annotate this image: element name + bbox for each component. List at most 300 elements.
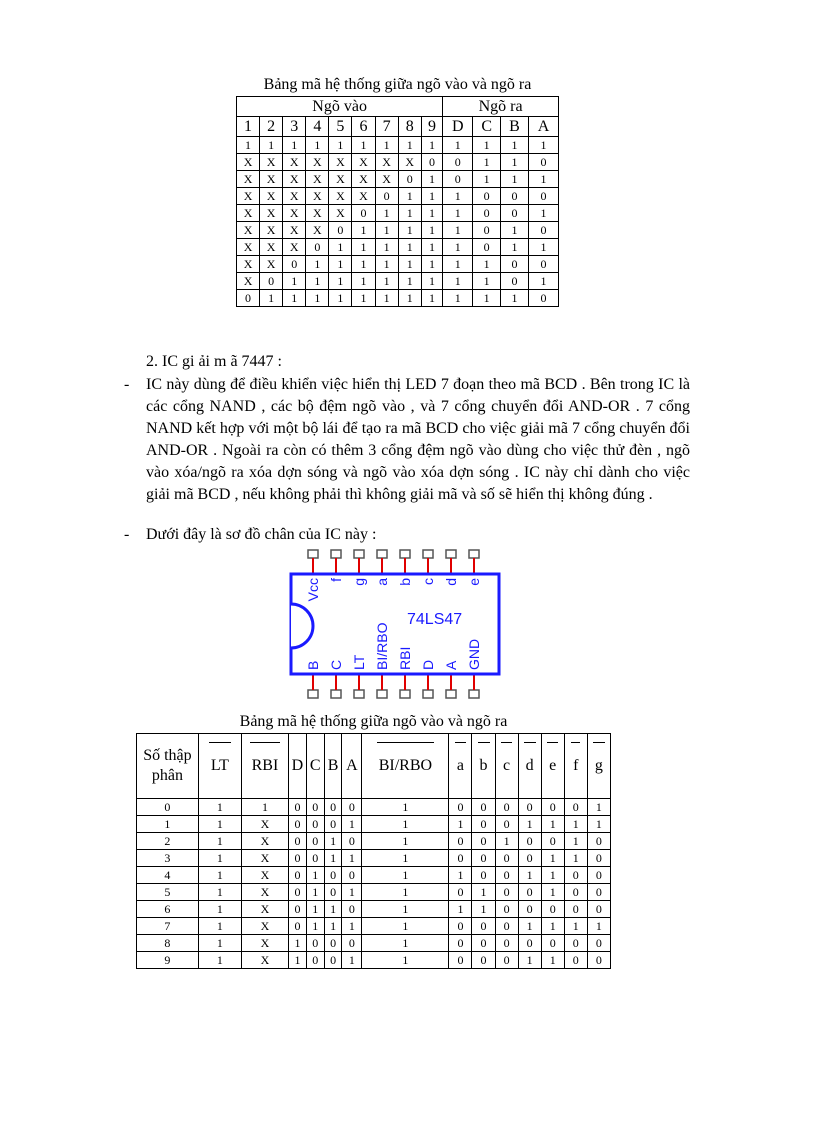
table-cell: X: [306, 222, 329, 239]
table-cell: 1: [443, 188, 473, 205]
table-cell: 1: [518, 867, 541, 884]
paragraph-ic-description: IC này dùng để điều khiển việc hiển thị LED 7 đoạn theo mã BCD . Bên trong IC là các cổng NAND , các bộ đệm ngõ vào , và 7 cổng chuyển đổi AND-OR . 7 cổng NAND kết hợp với một bộ lái để tạo ra mã BCD cho việc giải mã 7 cổng chuyển đổi AND-OR . Ngoài ra còn có thêm 3 cổng đệm ngõ vào dùng cho việc thử đèn , ngõ vào xóa/ngõ ra xóa dợn sóng và ngõ vào xóa dợn sóng . IC này chỉ dành cho việc giải mã BCD , nếu không phải thì không giải mã và số sẽ hiển thị không đúng .: [146, 376, 690, 503]
table-cell: X: [241, 901, 288, 918]
table-cell: 0: [495, 816, 518, 833]
table-cell: X: [237, 205, 260, 222]
table-cell: 0: [564, 952, 587, 969]
table-cell: 0: [324, 816, 342, 833]
column-header: 9: [421, 117, 442, 137]
table-cell: X: [241, 952, 288, 969]
table-cell: 0: [342, 901, 362, 918]
table-cell: X: [306, 188, 329, 205]
column-header: LT: [198, 734, 241, 799]
table-cell: 0: [528, 256, 558, 273]
column-header: 7: [375, 117, 398, 137]
column-header: C: [473, 117, 501, 137]
table-cell: 0: [564, 884, 587, 901]
column-header: C: [306, 734, 324, 799]
table-cell: 1: [352, 256, 375, 273]
table-cell: 0: [289, 833, 307, 850]
table-row: [137, 833, 611, 850]
table-cell: 0: [342, 799, 362, 816]
pin-label-c: C: [328, 659, 344, 670]
table-row: [137, 816, 611, 833]
table-cell: 1: [342, 816, 362, 833]
table-cell: 0: [324, 952, 342, 969]
table-cell: X: [283, 205, 306, 222]
table-cell: 1: [541, 850, 564, 867]
table-cell: 1: [528, 273, 558, 290]
pin-pad: [308, 690, 318, 698]
table-cell: 0: [472, 952, 495, 969]
table-cell: 0: [495, 952, 518, 969]
table-cell: 1: [501, 137, 529, 154]
table-cell: 0: [473, 222, 501, 239]
table-row: [137, 952, 611, 969]
table-cell: 1: [528, 137, 558, 154]
column-header: 1: [237, 117, 260, 137]
table-cell: 1: [329, 239, 352, 256]
table-cell: 1: [289, 935, 307, 952]
table-cell: 1: [443, 239, 473, 256]
table-cell: 1: [375, 256, 398, 273]
table-cell: X: [237, 239, 260, 256]
table-row: [237, 239, 559, 256]
table-cell: 1: [518, 816, 541, 833]
table-cell: 1: [260, 137, 283, 154]
column-header: d: [518, 734, 541, 799]
table-cell: 0: [518, 935, 541, 952]
table-cell: 0: [306, 239, 329, 256]
table-cell: 1: [398, 188, 421, 205]
pin-label-rbi: RBI: [397, 646, 413, 670]
table-cell: 1: [375, 239, 398, 256]
table-cell: 1: [362, 935, 449, 952]
column-header: 3: [283, 117, 306, 137]
table-cell: 0: [587, 884, 610, 901]
table-cell: X: [260, 154, 283, 171]
table-cell: 1: [375, 137, 398, 154]
table-cell: 2: [137, 833, 199, 850]
table-cell: 1: [362, 850, 449, 867]
table-cell: 1: [198, 816, 241, 833]
table-cell: 0: [342, 867, 362, 884]
table-cell: 1: [375, 205, 398, 222]
table1-caption: Bảng mã hệ thống giữa ngõ vào và ngõ ra: [263, 76, 532, 93]
table-cell: 1: [329, 137, 352, 154]
table-cell: 1: [198, 952, 241, 969]
table-cell: 1: [421, 171, 442, 188]
table-row: [137, 799, 611, 816]
column-header: f: [564, 734, 587, 799]
pin-label-a: a: [374, 578, 390, 586]
column-header: BI/RBO: [362, 734, 449, 799]
table-cell: X: [398, 154, 421, 171]
ic-74ls47-pin-diagram: [285, 548, 505, 700]
table-cell: 1: [324, 918, 342, 935]
column-header: A: [528, 117, 558, 137]
table-cell: 1: [564, 850, 587, 867]
table-cell: 0: [324, 799, 342, 816]
table-cell: X: [241, 816, 288, 833]
table-cell: 0: [421, 154, 442, 171]
table-row: [137, 884, 611, 901]
table-row: [137, 850, 611, 867]
table-cell: 1: [398, 290, 421, 307]
group-header-outputs: Ngõ ra: [443, 97, 559, 117]
table-cell: 1: [398, 273, 421, 290]
table-cell: 1: [289, 952, 307, 969]
table-cell: 0: [237, 290, 260, 307]
table-cell: 1: [398, 222, 421, 239]
table-cell: 0: [449, 850, 472, 867]
table-cell: 0: [449, 918, 472, 935]
table-cell: 1: [198, 901, 241, 918]
column-header: e: [541, 734, 564, 799]
table-row: [237, 188, 559, 205]
table-cell: 0: [342, 833, 362, 850]
column-header: 8: [398, 117, 421, 137]
table-cell: 1: [501, 154, 529, 171]
table-cell: 1: [352, 222, 375, 239]
table-cell: 0: [449, 799, 472, 816]
pin-label-gnd: GND: [466, 638, 482, 670]
table-cell: 0: [306, 833, 324, 850]
table-cell: 0: [443, 171, 473, 188]
table-cell: 0: [398, 171, 421, 188]
table-cell: 0: [329, 222, 352, 239]
bullet-dash: -: [124, 376, 130, 393]
table-cell: 1: [324, 901, 342, 918]
table-cell: 1: [473, 273, 501, 290]
table-cell: 0: [283, 256, 306, 273]
table-cell: 1: [541, 867, 564, 884]
table-cell: 0: [501, 256, 529, 273]
table-cell: 0: [564, 901, 587, 918]
column-header: c: [495, 734, 518, 799]
table-row: [237, 256, 559, 273]
table-cell: X: [241, 867, 288, 884]
table-cell: X: [260, 188, 283, 205]
table-cell: 0: [518, 884, 541, 901]
table-cell: X: [260, 239, 283, 256]
table-cell: 1: [260, 290, 283, 307]
table-cell: 1: [306, 137, 329, 154]
table-cell: X: [241, 884, 288, 901]
pin-label-a: A: [443, 660, 459, 670]
table-cell: 0: [501, 188, 529, 205]
pin-pad: [308, 550, 318, 558]
pin-label-b: B: [305, 660, 321, 670]
pin-pad: [469, 690, 479, 698]
column-header: Số thập phân: [137, 734, 199, 799]
table-cell: 0: [324, 935, 342, 952]
table-cell: X: [306, 205, 329, 222]
table-cell: 1: [306, 273, 329, 290]
table-row: [237, 137, 559, 154]
table-cell: 1: [342, 850, 362, 867]
table-cell: 1: [283, 137, 306, 154]
table-cell: 1: [342, 952, 362, 969]
table-cell: 0: [518, 850, 541, 867]
table-cell: 1: [421, 256, 442, 273]
table-row: [237, 154, 559, 171]
table-cell: 0: [495, 901, 518, 918]
table-cell: 1: [587, 799, 610, 816]
table-cell: 7: [137, 918, 199, 935]
table-cell: 1: [518, 952, 541, 969]
table-cell: 0: [501, 205, 529, 222]
column-header: D: [443, 117, 473, 137]
table-cell: 1: [501, 171, 529, 188]
table-cell: 1: [495, 833, 518, 850]
table-cell: 1: [198, 884, 241, 901]
table-cell: 0: [352, 205, 375, 222]
pin-pad: [354, 550, 364, 558]
table-cell: 1: [587, 918, 610, 935]
table-cell: 1: [362, 918, 449, 935]
table-cell: 0: [289, 884, 307, 901]
table-cell: 0: [306, 850, 324, 867]
table-cell: 1: [421, 137, 442, 154]
table-cell: 0: [587, 833, 610, 850]
table-cell: 0: [528, 188, 558, 205]
table-cell: 1: [342, 884, 362, 901]
table-cell: 0: [587, 901, 610, 918]
table-cell: 0: [473, 239, 501, 256]
table-cell: X: [352, 154, 375, 171]
table-cell: 0: [541, 901, 564, 918]
pin-label-d: d: [443, 578, 459, 586]
table-cell: 1: [329, 256, 352, 273]
table-cell: X: [237, 273, 260, 290]
table-cell: 1: [541, 884, 564, 901]
column-header: B: [501, 117, 529, 137]
table-cell: 0: [528, 154, 558, 171]
table-cell: 1: [198, 799, 241, 816]
table-cell: 0: [518, 901, 541, 918]
column-header: 6: [352, 117, 375, 137]
table-cell: 1: [198, 833, 241, 850]
table-row: [237, 290, 559, 307]
table-cell: 1: [198, 850, 241, 867]
table-cell: 0: [587, 867, 610, 884]
pin-label-lt: LT: [351, 654, 367, 670]
pin-label-e: e: [466, 578, 482, 586]
table-cell: 1: [324, 833, 342, 850]
table-cell: 0: [289, 918, 307, 935]
table-cell: 1: [587, 816, 610, 833]
table-cell: 1: [528, 205, 558, 222]
table-cell: 0: [375, 188, 398, 205]
table-cell: 0: [528, 222, 558, 239]
chip-name: 74LS47: [407, 611, 463, 628]
column-header: 2: [260, 117, 283, 137]
table-cell: X: [306, 171, 329, 188]
pin-label-c: c: [420, 578, 436, 585]
pin-pad: [331, 690, 341, 698]
table-cell: X: [283, 154, 306, 171]
table-cell: 1: [362, 816, 449, 833]
column-header: RBI: [241, 734, 288, 799]
pin-pad: [400, 690, 410, 698]
table-cell: 1: [198, 935, 241, 952]
table-cell: 0: [472, 799, 495, 816]
table-cell: 1: [352, 137, 375, 154]
table2-caption: Bảng mã hệ thống giữa ngõ vào và ngõ ra: [239, 713, 508, 730]
table-cell: 0: [587, 935, 610, 952]
table-cell: 1: [283, 290, 306, 307]
table-cell: X: [241, 833, 288, 850]
table-row: [237, 222, 559, 239]
table-cell: 0: [541, 799, 564, 816]
table-cell: 1: [398, 137, 421, 154]
table-cell: 0: [495, 935, 518, 952]
table-cell: 1: [362, 884, 449, 901]
pin-label-b: b: [397, 578, 413, 586]
table-cell: 1: [473, 137, 501, 154]
table-cell: 0: [449, 935, 472, 952]
table-cell: 0: [564, 935, 587, 952]
pin-pad: [354, 690, 364, 698]
table-cell: 1: [137, 816, 199, 833]
table-cell: 1: [449, 901, 472, 918]
table-cell: 1: [306, 290, 329, 307]
table-cell: 1: [564, 816, 587, 833]
table-cell: 0: [306, 952, 324, 969]
column-header: a: [449, 734, 472, 799]
table-cell: 0: [541, 833, 564, 850]
table-row: [237, 171, 559, 188]
table-cell: X: [375, 171, 398, 188]
table-cell: X: [329, 171, 352, 188]
table-cell: 1: [518, 918, 541, 935]
paragraph-pin-diagram-intro: Dưới đây là sơ đồ chân của IC này :: [146, 526, 377, 543]
table-row: [237, 273, 559, 290]
table-cell: 0: [473, 188, 501, 205]
table-row: [137, 935, 611, 952]
table-cell: 1: [443, 205, 473, 222]
table-cell: 1: [473, 171, 501, 188]
table-cell: 1: [398, 205, 421, 222]
table-cell: 1: [362, 867, 449, 884]
table-cell: 0: [306, 799, 324, 816]
table-cell: 1: [362, 901, 449, 918]
table-cell: 1: [473, 256, 501, 273]
pin-pad: [423, 690, 433, 698]
table-cell: 0: [495, 799, 518, 816]
table-cell: 3: [137, 850, 199, 867]
table-cell: 1: [443, 256, 473, 273]
table-cell: 0: [472, 935, 495, 952]
table-cell: 1: [443, 273, 473, 290]
column-header: 4: [306, 117, 329, 137]
table-cell: X: [329, 205, 352, 222]
table-cell: 0: [587, 952, 610, 969]
table-row: [137, 867, 611, 884]
table-cell: 1: [528, 171, 558, 188]
pin-label-d: D: [420, 659, 436, 670]
table-cell: 1: [375, 222, 398, 239]
table-cell: X: [260, 205, 283, 222]
pin-pad: [446, 690, 456, 698]
table-cell: 1: [564, 918, 587, 935]
table-cell: 0: [587, 850, 610, 867]
table-cell: 0: [564, 867, 587, 884]
table-cell: 1: [541, 816, 564, 833]
table-cell: 0: [324, 884, 342, 901]
table-cell: 9: [137, 952, 199, 969]
table-cell: 1: [443, 222, 473, 239]
table-cell: 0: [472, 816, 495, 833]
table-cell: 1: [329, 290, 352, 307]
table-cell: 0: [541, 935, 564, 952]
column-header: A: [342, 734, 362, 799]
table-cell: 1: [398, 256, 421, 273]
table-cell: 0: [564, 799, 587, 816]
table-cell: 0: [495, 850, 518, 867]
table-cell: X: [260, 256, 283, 273]
pin-pad: [446, 550, 456, 558]
table-cell: 0: [495, 867, 518, 884]
column-header: B: [324, 734, 342, 799]
table-cell: 1: [421, 239, 442, 256]
group-header-inputs: Ngõ vào: [237, 97, 443, 117]
table-cell: 1: [241, 799, 288, 816]
table-cell: 1: [398, 239, 421, 256]
column-header: D: [289, 734, 307, 799]
table-cell: 1: [362, 799, 449, 816]
table-cell: 0: [518, 833, 541, 850]
table-cell: 1: [306, 901, 324, 918]
table-cell: 1: [198, 918, 241, 935]
table-cell: 0: [324, 867, 342, 884]
table-cell: X: [283, 222, 306, 239]
table-cell: 0: [472, 850, 495, 867]
table-cell: 1: [421, 273, 442, 290]
pin-label-vcc: Vcc: [305, 578, 321, 602]
pin-label-g: g: [351, 578, 367, 586]
table-cell: X: [260, 222, 283, 239]
table-cell: 1: [501, 239, 529, 256]
table-cell: 0: [260, 273, 283, 290]
table-cell: X: [241, 935, 288, 952]
table-row: [137, 918, 611, 935]
table-cell: 1: [237, 137, 260, 154]
table-cell: 0: [137, 799, 199, 816]
table-cell: 1: [472, 901, 495, 918]
table-cell: 1: [541, 918, 564, 935]
table-cell: 0: [306, 816, 324, 833]
table-cell: 1: [352, 273, 375, 290]
pin-pad: [377, 550, 387, 558]
table-cell: 0: [289, 816, 307, 833]
pin-label-birbo: BI/RBO: [374, 622, 390, 670]
pin-pad: [423, 550, 433, 558]
table-cell: 0: [472, 918, 495, 935]
section-heading: 2. IC gi ải m ã 7447 :: [146, 353, 282, 370]
table-cell: 1: [421, 290, 442, 307]
table-cell: 1: [375, 273, 398, 290]
table-row: [137, 901, 611, 918]
table-cell: X: [352, 188, 375, 205]
table-cell: 0: [472, 833, 495, 850]
table-cell: X: [329, 188, 352, 205]
table-cell: 0: [342, 935, 362, 952]
table-cell: 0: [289, 901, 307, 918]
table-cell: 0: [449, 952, 472, 969]
column-header: g: [587, 734, 610, 799]
